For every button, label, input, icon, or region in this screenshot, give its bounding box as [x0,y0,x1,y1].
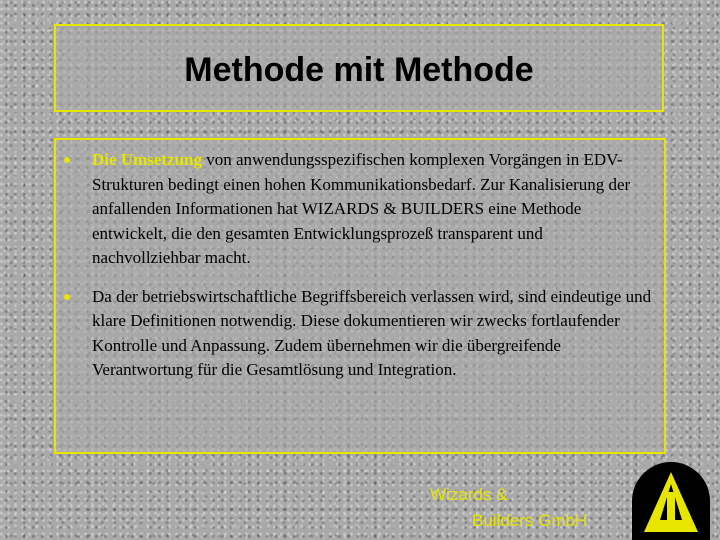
content-frame [54,138,666,454]
company-name-line2: Builders GmbH [472,511,588,530]
title-frame [54,24,664,112]
bullet-text: von anwendungsspezifischen komplexen Vorgängen in EDV-Strukturen bedingt einen hohen Kommunikationsbedarf. Zur Kanalisierung der anfallenden Informationen hat WIZARDS & BUILDERS eine Methode entwickelt, die den gesamten Entwicklungsprozeß transparent und nachvollziehbar macht. [92,150,631,267]
bullet-highlight: Die Umsetzung [92,150,203,169]
slide-title: Methode mit Methode [184,50,534,89]
bullet-dot-icon [64,157,70,163]
bullet-item [60,285,654,383]
company-name-line1: Wizards & [430,485,508,504]
company-name [430,482,587,534]
company-logo-icon [632,462,710,540]
bullet-dot-icon [64,294,70,300]
bullet-item [60,148,654,271]
bullet-text: Da der betriebswirtschaftliche Begriffsbereich verlassen wird, sind eindeutige und klare Definitionen notwendig. Diese dokumentieren wir zwecks fortlaufender Kontrolle und Anpassung. Zudem übernehmen wir die übergreifende Verantwortung für die Gesamtlösung und Integration. [92,286,652,379]
